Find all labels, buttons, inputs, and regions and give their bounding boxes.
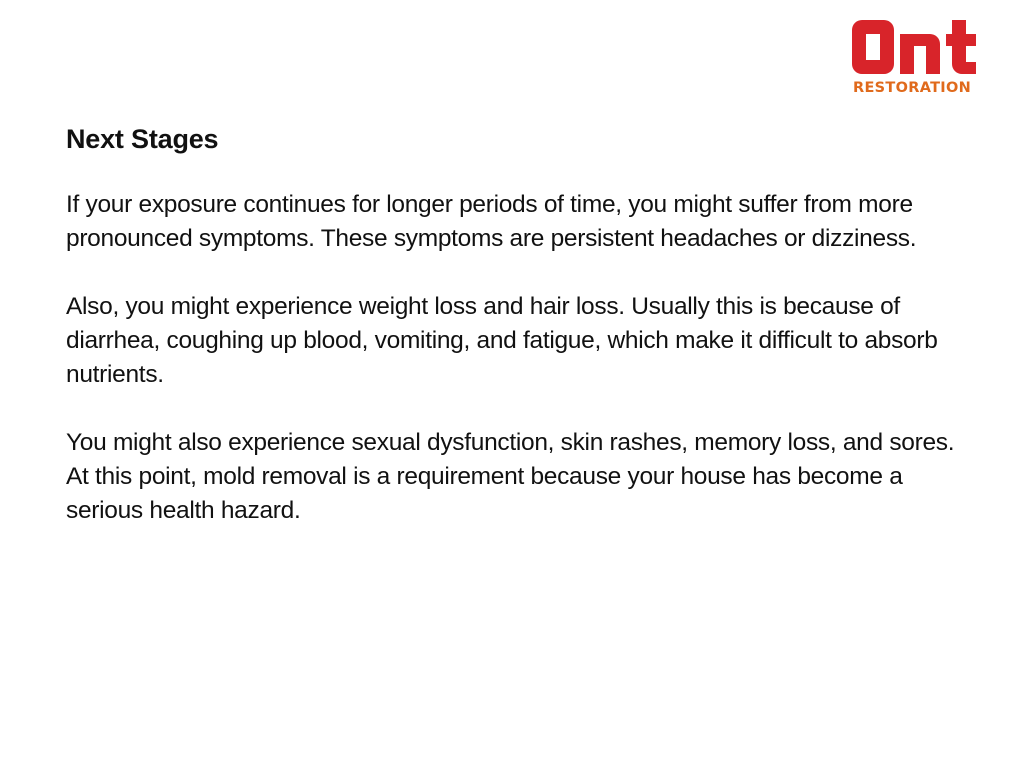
paragraph-weight-loss: Also, you might experience weight loss and hair loss. Usually this is because of diarrhea, coughing up blood, vomiting, and fatigue, which make it difficult to absorb nutrients.	[66, 293, 938, 388]
ont-restoration-logo	[848, 14, 998, 98]
paragraph-dysfunction: You might also experience sexual dysfunction, skin rashes, memory loss, and sores. At this point, mold removal is a requirement because your house has become a serious health hazard.	[66, 429, 955, 524]
logo-tagline: RESTORATION	[853, 80, 972, 96]
paragraph-exposure: If your exposure continues for longer periods of time, you might suffer from more pronounced symptoms. These symptoms are persistent headaches or dizziness.	[66, 191, 917, 252]
slide-content	[66, 120, 981, 562]
slide-heading: Next Stages	[66, 124, 219, 154]
logo-graphic	[848, 14, 998, 98]
